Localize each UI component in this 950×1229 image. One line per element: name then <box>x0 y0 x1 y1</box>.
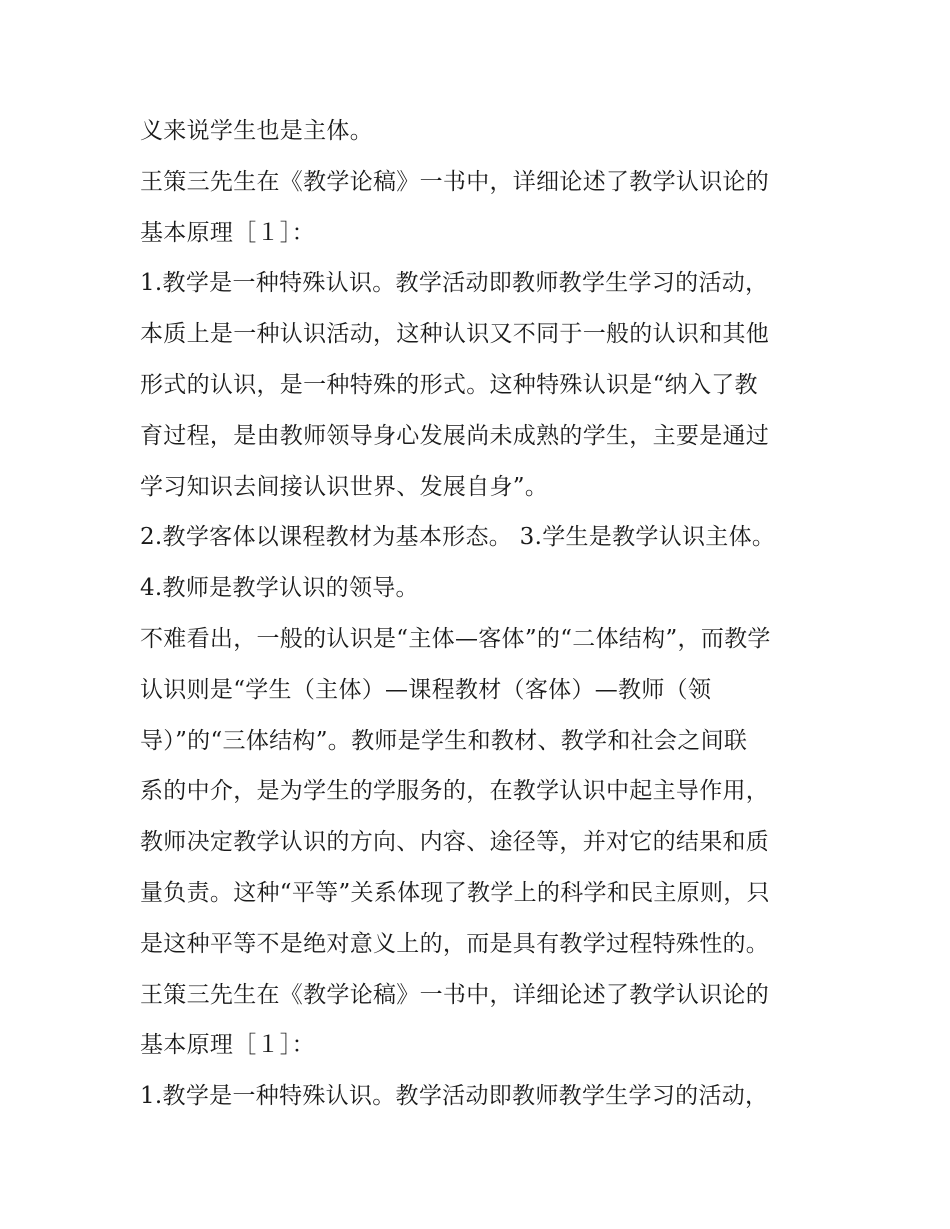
body-text <box>140 106 820 1122</box>
text-line: 学习知识去间接认识世界、发展自身”。 <box>140 473 549 500</box>
text-line: 系的中介，是为学生的学服务的，在教学认识中起主导作用， <box>140 778 770 805</box>
text-line: 教师决定教学认识的方向、内容、途径等，并对它的结果和质 <box>140 829 770 856</box>
text-line: 王策三先生在《教学论稿》一书中，详细论述了教学认识论的 <box>140 168 770 195</box>
text-line: 不难看出，一般的认识是“主体—客体”的“二体结构”，而教学 <box>140 625 771 652</box>
text-line: 1.教学是一种特殊认识。教学活动即教师教学生学习的活动， <box>140 270 769 297</box>
text-line: 导）”的“三体结构”。教师是学生和教材、教学和社会之间联 <box>140 727 748 754</box>
text-line: 是这种平等不是绝对意义上的，而是具有教学过程特殊性的。 <box>140 930 770 957</box>
text-line: 王策三先生在《教学论稿》一书中，详细论述了教学认识论的 <box>140 981 770 1008</box>
text-line: 义来说学生也是主体。 <box>140 118 373 144</box>
text-line: 4.教师是教学认识的领导。 <box>140 575 419 602</box>
text-line: 量负责。这种“平等”关系体现了教学上的科学和民主原则，只 <box>140 879 770 906</box>
text-line: 基本原理［１］： <box>140 219 315 246</box>
text-line: 本质上是一种认识活动，这种认识又不同于一般的认识和其他 <box>140 321 770 348</box>
text-line: 1.教学是一种特殊认识。教学活动即教师教学生学习的活动， <box>140 1083 769 1110</box>
text-line: 基本原理［１］： <box>140 1032 315 1059</box>
text-line: 2.教学客体以课程教材为基本形态。 3.学生是教学认识主体。 <box>140 524 776 551</box>
text-line: 认识则是“学生（主体）—课程教材（客体）—教师（领 <box>140 676 712 703</box>
text-line: 育过程，是由教师领导身心发展尚未成熟的学生，主要是通过 <box>140 422 770 449</box>
text-line: 形式的认识，是一种特殊的形式。这种特殊认识是“纳入了教 <box>140 371 758 398</box>
